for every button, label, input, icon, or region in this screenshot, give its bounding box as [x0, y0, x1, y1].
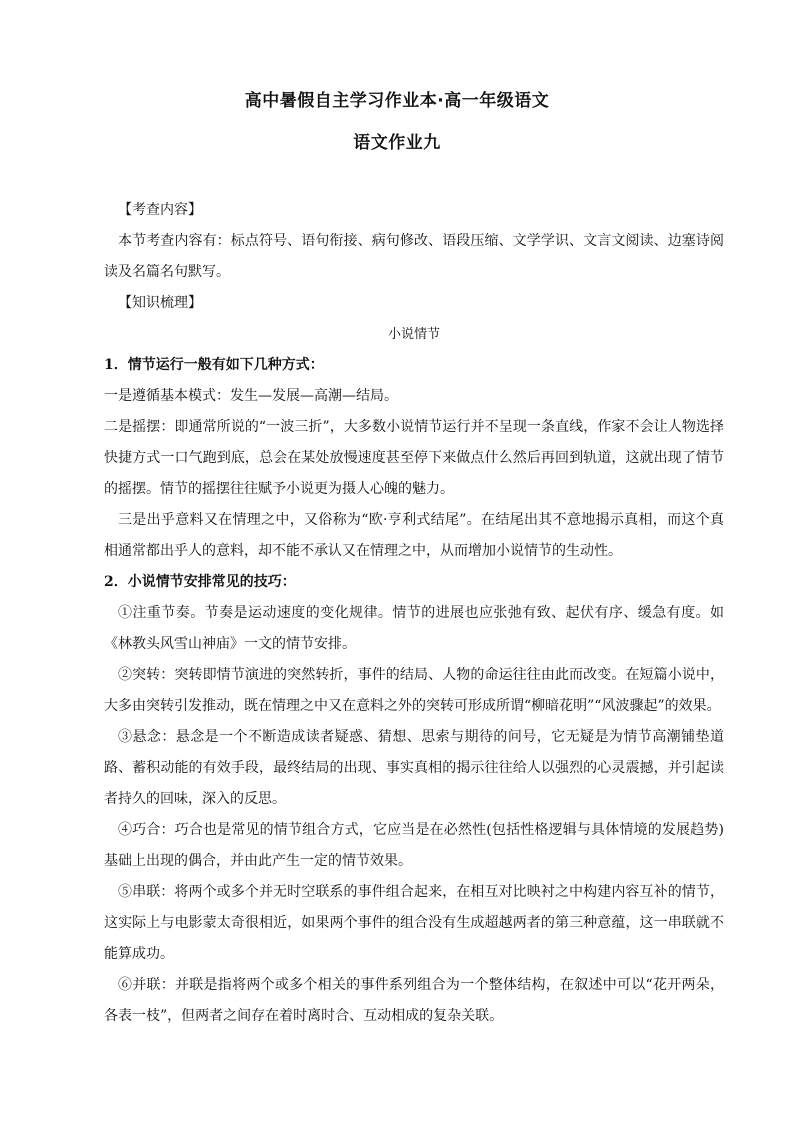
item1-title: 1．情节运行一般有如下几种方式： — [104, 357, 324, 373]
item1-paragraph-2: 二是摇摆：即通常所说的“一波三折”，大多数小说情节运行并不呈现一条直线，作家不会让人物选择快捷方式一口气跑到底，总会在某处放慢速度甚至停下来做点什么然后再回到轨道，这就出现了情节的摇摆。情节的摇摆往往赋予小说更为摄人心魄的魅力。 — [104, 419, 724, 497]
technique-1: ①注重节奏。节奏是运动速度的变化规律。情节的进展也应张弛有致、起伏有序、缓急有度。如《林教头风雪山神庙》一文的情节安排。 — [104, 605, 724, 652]
exam-heading: 【考查内容】 — [118, 202, 202, 218]
document-body — [104, 195, 724, 1032]
topic-title: 小说情节 — [387, 327, 440, 342]
technique-4: ④巧合：巧合也是常见的情节组合方式，它应当是在必然性(包括性格逻辑与具体情境的发展趋势)基础上出现的偶合，并由此产生一定的情节效果。 — [104, 822, 724, 869]
technique-5: ⑤串联：将两个或多个并无时空联系的事件组合起来，在相互对比映衬之中构建内容互补的情节，这实际上与电影蒙太奇很相近，如果两个事件的组合没有生成超越两者的第三种意蕴，这一串联就不能算成功。 — [104, 884, 724, 962]
technique-6: ⑥并联：并联是指将两个或多个相关的事件系列组合为一个整体结构，在叙述中可以“花开两朵，各表一枝”，但两者之间存在着时离时合、互动相成的复杂关联。 — [104, 977, 724, 1024]
document-subtitle: 语文作业九 — [353, 133, 441, 153]
technique-3: ③悬念：悬念是一个不断造成读者疑惑、猜想、思索与期待的问号，它无疑是为情节高潮铺垫道路、蓄积动能的有效手段，最终结局的出现、事实真相的揭示往往给人以强烈的心灵震撼，并引起读者持久的回味，深入的反思。 — [104, 729, 724, 807]
item1-paragraph-3: 三是出乎意料又在情理之中，又俗称为“欧·亨利式结尾”。在结尾出其不意地揭示真相，而这个真相通常都出乎人的意料，却不能不承认又在情理之中，从而增加小说情节的生动性。 — [104, 512, 724, 559]
technique-2: ②突转：突转即情节演进的突然转折，事件的结局、人物的命运往往由此而改变。在短篇小说中，大多由突转引发推动，既在情理之中又在意料之外的突转可形成所谓“柳暗花明”“风波骤起”的效果。 — [104, 667, 724, 714]
item1-paragraph-1: 一是遵循基本模式：发生—发展—高潮—结局。 — [104, 388, 398, 404]
knowledge-heading: 【知识梳理】 — [118, 295, 202, 311]
document-title: 高中暑假自主学习作业本·高一年级语文 — [244, 91, 550, 111]
item2-title: 2．小说情节安排常见的技巧： — [104, 574, 296, 590]
exam-content: 本节考查内容有：标点符号、语句衔接、病句修改、语段压缩、文学学识、文言文阅读、边塞诗阅读及名篇名句默写。 — [104, 233, 724, 280]
